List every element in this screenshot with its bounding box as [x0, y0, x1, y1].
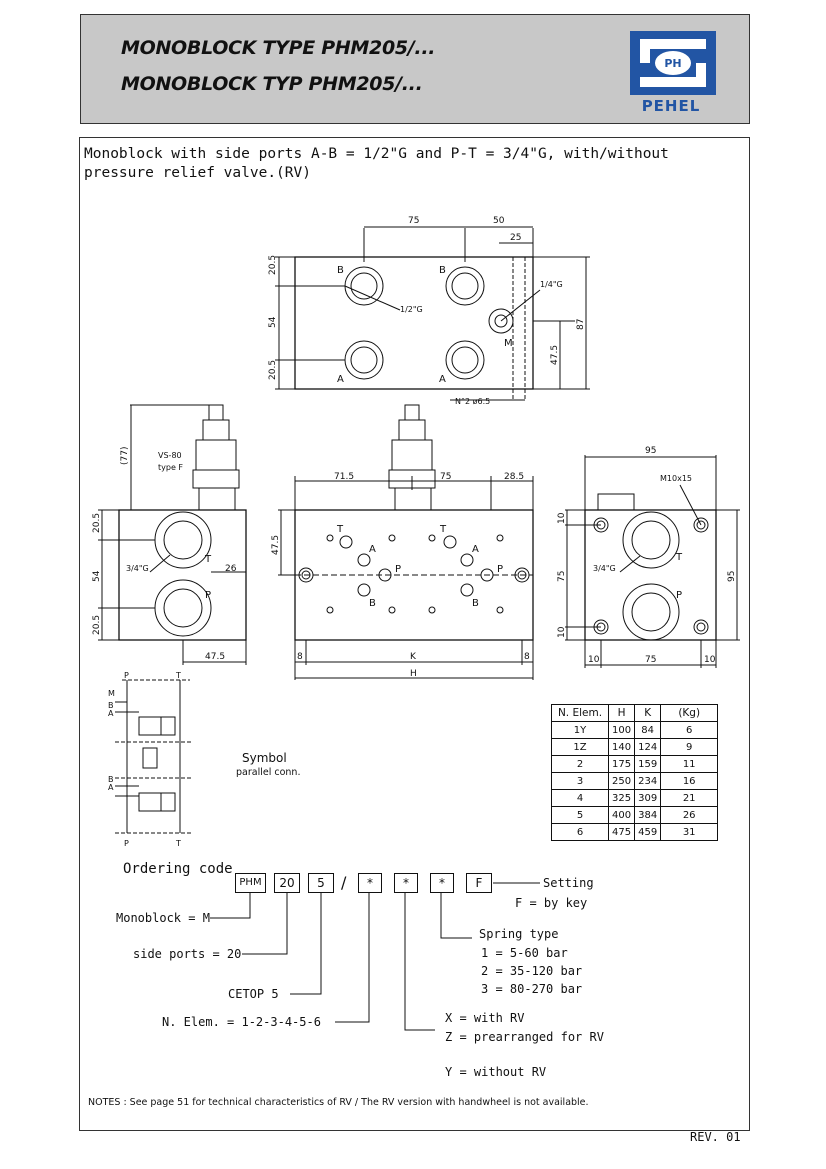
top-thread-quarter: 1/4"G [540, 280, 563, 289]
end-dim-10-top: 10 [557, 512, 567, 524]
cell: 21 [661, 790, 718, 807]
front-dim-8-right: 8 [524, 652, 530, 662]
top-port-b2: B [439, 265, 446, 276]
symbol-sublabel: parallel conn. [236, 767, 301, 778]
end-port-t: T [676, 552, 683, 563]
header-kg: (Kg) [661, 705, 718, 722]
side-dim-54: 54 [92, 570, 102, 582]
code-box-f: F [466, 873, 492, 893]
side-port-t: T [205, 554, 212, 565]
top-dim-54: 54 [268, 316, 278, 328]
code-box-star-3: * [430, 873, 454, 893]
table-row [552, 739, 718, 756]
label-cetop: CETOP 5 [228, 987, 279, 1001]
side-port-p: P [205, 590, 212, 601]
end-dim-75-b: 75 [645, 655, 657, 665]
front-port-t2: T [440, 524, 447, 535]
label-rv-y: Y = without RV [445, 1065, 547, 1079]
top-dim-87: 87 [576, 318, 586, 330]
table-row [552, 790, 718, 807]
end-dim-10-r: 10 [704, 655, 716, 665]
cell: 1Z [552, 739, 609, 756]
drawing-frame [79, 137, 750, 1131]
cell: 140 [609, 739, 635, 756]
cell: 3 [552, 773, 609, 790]
cell: 16 [661, 773, 718, 790]
code-box-20: 20 [274, 873, 300, 893]
front-port-t1: T [337, 524, 344, 535]
front-dim-h: H [410, 669, 417, 679]
cell: 175 [609, 756, 635, 773]
label-spring-type: Spring type [479, 927, 559, 941]
cell: 1Y [552, 722, 609, 739]
cell: 9 [661, 739, 718, 756]
cell: 2 [552, 756, 609, 773]
label-n-elem: N. Elem. = 1-2-3-4-5-6 [162, 1015, 321, 1029]
top-dim-75: 75 [408, 216, 420, 226]
front-port-a2: A [472, 544, 479, 555]
side-dim-20-5-bottom: 20.5 [92, 614, 102, 635]
cell: 459 [635, 824, 661, 841]
front-dim-8-left: 8 [297, 652, 303, 662]
label-rv-z: Z = prearranged for RV [445, 1030, 604, 1044]
end-port-p: P [676, 590, 683, 601]
code-box-star-1: * [358, 873, 382, 893]
logo-brand-text: PEHEL [641, 97, 701, 115]
cell: 84 [635, 722, 661, 739]
front-port-b2: B [472, 598, 479, 609]
cell: 400 [609, 807, 635, 824]
ordering-code-title: Ordering code [123, 861, 233, 877]
top-dim-50: 50 [493, 216, 505, 226]
header-k: K [635, 705, 661, 722]
header-banner [80, 14, 750, 124]
cell: 384 [635, 807, 661, 824]
front-port-a1: A [369, 544, 376, 555]
side-valve-type: type F [158, 463, 184, 472]
front-dim-28-5: 28.5 [504, 472, 525, 482]
table-row [552, 756, 718, 773]
cell: 5 [552, 807, 609, 824]
table-row [552, 824, 718, 841]
front-dim-47-5: 47.5 [271, 534, 281, 555]
schem-p-bottom: P [124, 839, 129, 848]
top-dim-47-5: 47.5 [550, 344, 560, 365]
side-dim-26: 26 [225, 564, 237, 574]
cell: 309 [635, 790, 661, 807]
logo-initials: PH [664, 57, 682, 70]
cell: 6 [661, 722, 718, 739]
cell: 475 [609, 824, 635, 841]
cell: 31 [661, 824, 718, 841]
revision: REV. 01 [690, 1130, 741, 1144]
schem-b1: B [108, 701, 114, 710]
end-dim-10-l: 10 [588, 655, 600, 665]
code-separator: / [341, 873, 347, 892]
label-side-ports: side ports = 20 [133, 947, 242, 961]
schem-a1: A [108, 709, 114, 718]
side-valve-name: VS-80 [158, 451, 182, 460]
front-dim-75: 75 [440, 472, 452, 482]
label-spring-1: 1 = 5-60 bar [481, 946, 568, 960]
cell: 26 [661, 807, 718, 824]
schem-t: T [176, 671, 181, 680]
title-line-2: MONOBLOCK TYP PHM205/... [121, 73, 423, 95]
side-dim-77: (77) [120, 446, 130, 465]
front-port-p2: P [497, 564, 504, 575]
table-row [552, 722, 718, 739]
header-n-elem: N. Elem. [552, 705, 609, 722]
cell: 100 [609, 722, 635, 739]
code-box-5: 5 [308, 873, 334, 893]
end-dim-75: 75 [557, 570, 567, 582]
code-box-star-2: * [394, 873, 418, 893]
schem-m: M [108, 689, 115, 698]
schem-t-bottom: T [176, 839, 181, 848]
top-thread-half: 1/2"G [400, 305, 423, 314]
label-spring-3: 3 = 80-270 bar [481, 982, 583, 996]
elements-table [551, 704, 718, 841]
front-port-p1: P [395, 564, 402, 575]
cell: 11 [661, 756, 718, 773]
label-monoblock: Monoblock = M [116, 911, 210, 925]
end-dim-95-right: 95 [727, 570, 737, 582]
label-setting: Setting [543, 876, 594, 890]
table-row [552, 773, 718, 790]
side-dim-47-5: 47.5 [205, 652, 226, 662]
label-setting-value: F = by key [515, 896, 588, 910]
cell: 6 [552, 824, 609, 841]
cell: 4 [552, 790, 609, 807]
code-box-phm: PHM [235, 873, 266, 893]
top-port-m: M [504, 338, 513, 349]
end-screw: M10x15 [660, 474, 692, 483]
end-thread: 3/4"G [593, 564, 616, 573]
end-dim-95-top: 95 [645, 446, 657, 456]
top-hole-note: N°2 ø6.5 [455, 397, 491, 406]
schem-b2: B [108, 775, 114, 784]
top-port-a2: A [439, 374, 446, 385]
cell: 234 [635, 773, 661, 790]
header-h: H [609, 705, 635, 722]
front-dim-k: K [410, 652, 416, 662]
label-rv-x: X = with RV [445, 1011, 525, 1025]
cell: 159 [635, 756, 661, 773]
symbol-label: Symbol [242, 751, 287, 765]
schem-a2: A [108, 783, 114, 792]
title-line-1: MONOBLOCK TYPE PHM205/... [121, 37, 436, 59]
top-dim-25: 25 [510, 233, 522, 243]
front-port-b1: B [369, 598, 376, 609]
schem-p: P [124, 671, 129, 680]
top-dim-20-5-top: 20.5 [268, 254, 278, 275]
cell: 325 [609, 790, 635, 807]
front-dim-71-5: 71.5 [334, 472, 355, 482]
cell: 124 [635, 739, 661, 756]
cell: 250 [609, 773, 635, 790]
side-dim-20-5-top: 20.5 [92, 512, 102, 533]
table-row [552, 807, 718, 824]
end-dim-10-bottom: 10 [557, 626, 567, 638]
top-port-b1: B [337, 265, 344, 276]
top-dim-20-5-bottom: 20.5 [268, 359, 278, 380]
notes: NOTES : See page 51 for technical characteristics of RV / The RV version with handwheel is not available. [88, 1097, 589, 1108]
top-port-a1: A [337, 374, 344, 385]
description: Monoblock with side ports A-B = 1/2"G and P-T = 3/4"G, with/without pressure relief valve.(RV) [84, 146, 669, 181]
table-header-row [552, 705, 718, 722]
label-spring-2: 2 = 35-120 bar [481, 964, 583, 978]
side-thread: 3/4"G [126, 564, 149, 573]
